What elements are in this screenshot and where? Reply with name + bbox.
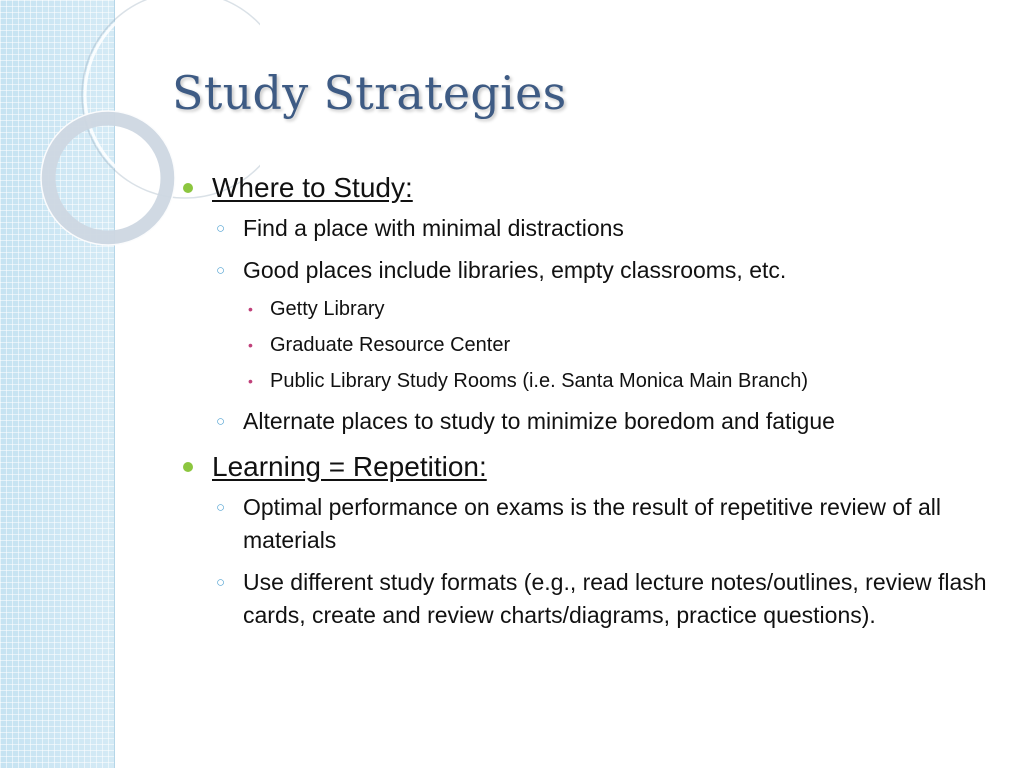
hollow-circle-bullet-icon: ○ [216, 262, 226, 279]
section-heading-where-to-study [178, 168, 998, 208]
hollow-circle-bullet-icon: ○ [216, 220, 226, 237]
small-ring-highlight [41, 111, 175, 245]
list-item [178, 212, 998, 245]
list-item-text: Good places include libraries, empty classrooms, etc. [243, 257, 787, 283]
sub-list-item-text: Public Library Study Rooms (i.e. Santa Monica Main Branch) [270, 370, 809, 392]
small-dot-bullet-icon: • [248, 337, 253, 353]
sub-list-item [178, 332, 998, 359]
hollow-circle-bullet-icon: ○ [216, 574, 226, 591]
slide-content [178, 168, 998, 641]
list-item [178, 254, 998, 287]
list-item-text: Find a place with minimal distractions [243, 215, 624, 241]
sub-list-item [178, 368, 998, 395]
list-item [178, 491, 998, 557]
filled-circle-bullet-icon [183, 183, 193, 193]
small-dot-bullet-icon: • [248, 301, 253, 317]
filled-circle-bullet-icon [183, 462, 193, 472]
hollow-circle-bullet-icon: ○ [216, 413, 226, 430]
slide-title: Study Strategies [172, 66, 567, 120]
list-item-text: Alternate places to study to minimize boredom and fatigue [243, 408, 835, 434]
small-ring [48, 118, 168, 238]
sub-list-item-text: Getty Library [270, 298, 385, 320]
list-item [178, 405, 998, 438]
hollow-circle-bullet-icon: ○ [216, 499, 226, 516]
section-heading-text: Learning = Repetition: [212, 451, 487, 482]
list-item-text: Optimal performance on exams is the result of repetitive review of all materials [243, 494, 941, 553]
section-heading-text: Where to Study: [212, 172, 413, 203]
list-item [178, 566, 998, 632]
sub-list-item [178, 296, 998, 323]
sub-list-item-text: Graduate Resource Center [270, 334, 511, 356]
section-heading-learning-repetition [178, 447, 998, 487]
list-item-text: Use different study formats (e.g., read lecture notes/outlines, review flash cards, create and review charts/diagrams, practice questions). [243, 569, 987, 628]
small-dot-bullet-icon: • [248, 373, 253, 389]
